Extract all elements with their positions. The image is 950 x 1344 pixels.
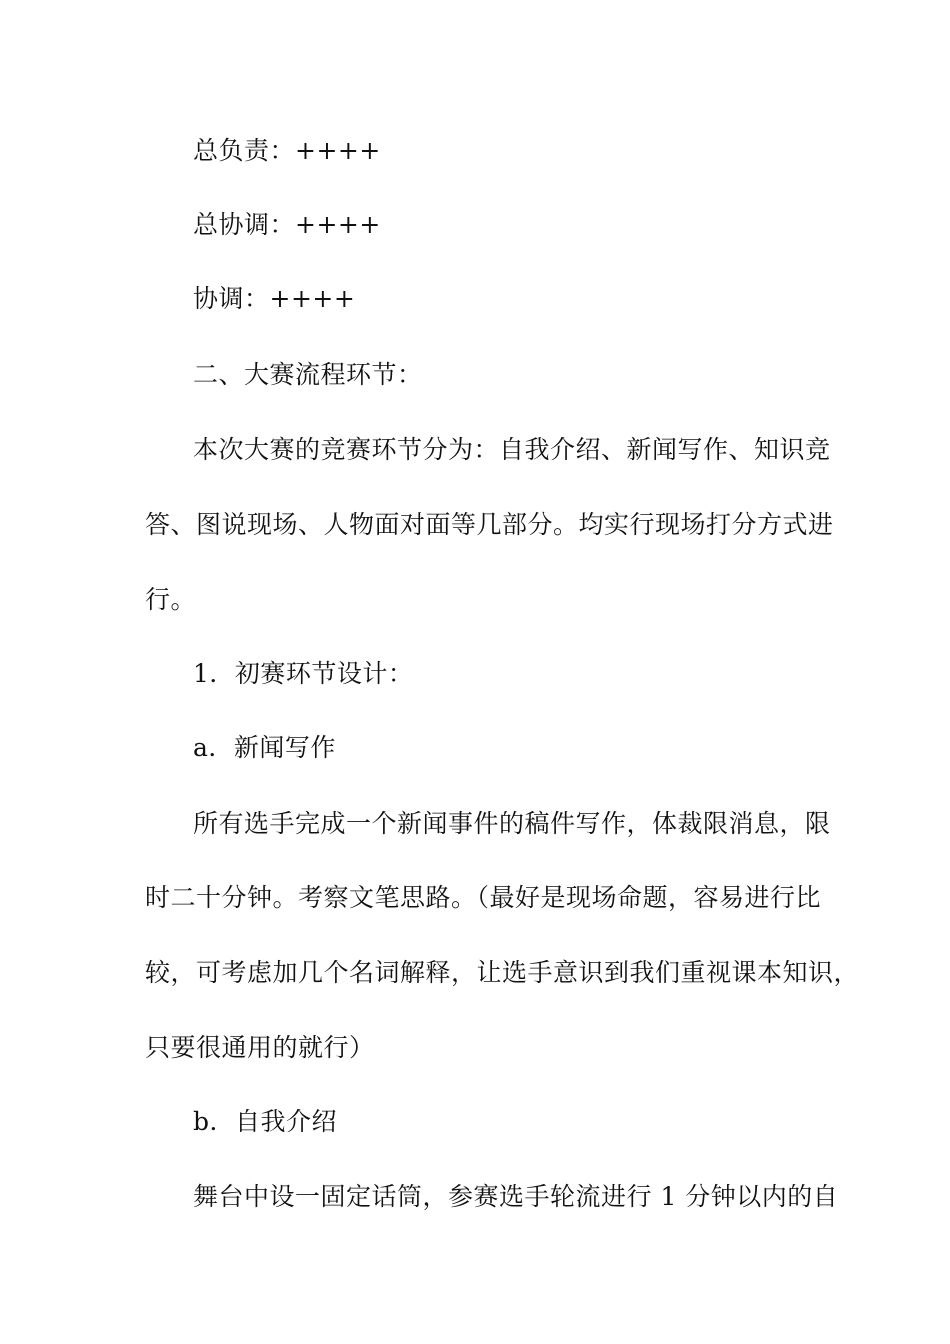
item-heading-news-writing: a．新闻写作 [193, 733, 336, 762]
paragraph-line: 行。 [145, 585, 197, 614]
paragraph-line: 时二十分钟。考察文笔思路。（最好是现场命题，容易进行比 [145, 883, 822, 912]
text-line-general-coordinator: 总协调：++++ [193, 210, 381, 239]
section-heading-contest-flow: 二、大赛流程环节： [193, 360, 423, 389]
paragraph-line: 只要很通用的就行） [145, 1033, 375, 1062]
text-line-general-manager: 总负责：++++ [193, 136, 381, 165]
text-line-coordinator: 协调：++++ [193, 284, 356, 313]
paragraph-line: 所有选手完成一个新闻事件的稿件写作，体裁限消息，限 [193, 809, 831, 838]
subsection-heading-preliminary: 1．初赛环节设计： [193, 659, 414, 688]
paragraph-line: 舞台中设一固定话筒，参赛选手轮流进行 1 分钟以内的自 [193, 1182, 839, 1211]
paragraph-line: 较，可考虑加几个名词解释，让选手意识到我们重视课本知识， [145, 958, 860, 987]
paragraph-line: 本次大赛的竞赛环节分为：自我介绍、新闻写作、知识竞 [193, 435, 831, 464]
item-heading-self-intro: b．自我介绍 [193, 1107, 338, 1136]
paragraph-line: 答、图说现场、人物面对面等几部分。均实行现场打分方式进 [145, 510, 834, 539]
